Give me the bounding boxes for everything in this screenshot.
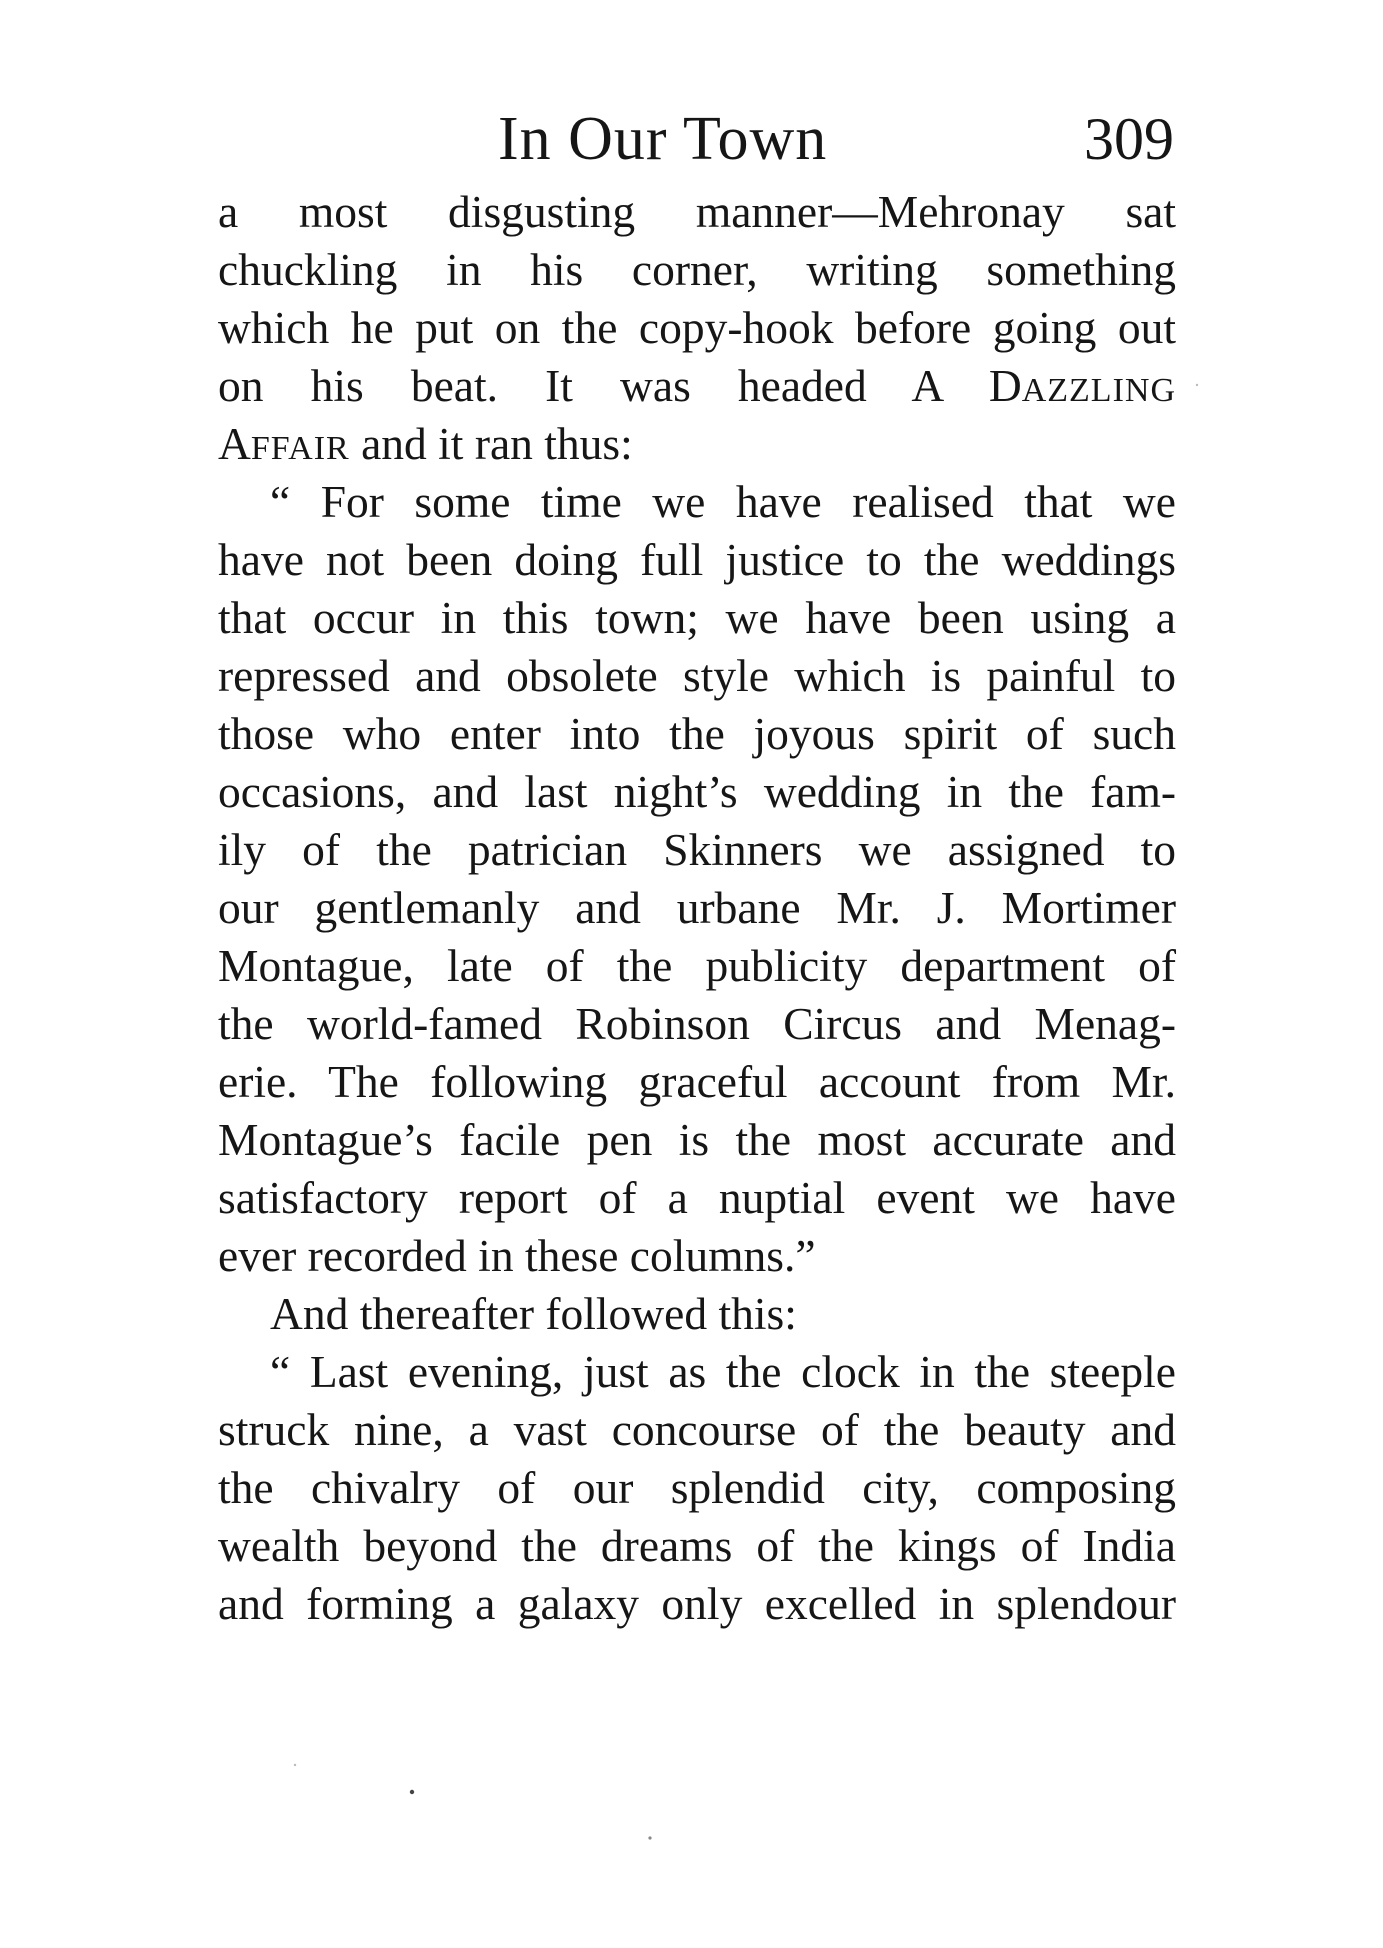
text-line: chuckling in his corner, writing something bbox=[218, 244, 1176, 295]
running-title: In Our Town bbox=[498, 105, 828, 173]
text-line-end: and it ran thus: bbox=[349, 418, 633, 469]
text-line: those who enter into the joyous spirit of such bbox=[218, 708, 1176, 759]
text-line: the chivalry of our splendid city, composing bbox=[218, 1462, 1176, 1513]
text-line: that occur in this town; we have been using a bbox=[218, 592, 1176, 643]
text-line: ever recorded in these columns.” bbox=[218, 1230, 816, 1281]
text-line: our gentlemanly and urbane Mr. J. Mortimer bbox=[218, 882, 1176, 933]
text-line: which he put on the copy-hook before going out bbox=[218, 302, 1176, 353]
headline-dazzling: DAZZLING bbox=[988, 360, 1176, 411]
text-line: erie. The following graceful account from Mr. bbox=[218, 1056, 1176, 1107]
text-line: And thereafter followed this: bbox=[270, 1288, 797, 1339]
text-line: Montague, late of the publicity department of bbox=[218, 940, 1176, 991]
text-line: repressed and obsolete style which is painful to bbox=[218, 650, 1176, 701]
text-line: have not been doing full justice to the weddings bbox=[218, 534, 1176, 585]
body-text bbox=[218, 183, 1176, 1633]
text-line: occasions, and last night’s wedding in the fam- bbox=[218, 766, 1176, 817]
text-line: Montague’s facile pen is the most accurate and bbox=[218, 1114, 1176, 1165]
running-head bbox=[222, 104, 1174, 174]
text-line: struck nine, a vast concourse of the beauty and bbox=[218, 1404, 1176, 1455]
text-line-start: on his beat. It was headed A bbox=[218, 360, 942, 411]
text-line: and forming a galaxy only excelled in splendour bbox=[218, 1578, 1176, 1629]
headline-affair: AFFAIR bbox=[218, 418, 350, 469]
text-line bbox=[218, 357, 1176, 415]
text-line: the world-famed Robinson Circus and Menag- bbox=[218, 998, 1176, 1049]
text-line: satisfactory report of a nuptial event we have bbox=[218, 1172, 1176, 1223]
page-number: 309 bbox=[1084, 106, 1174, 172]
text-line: wealth beyond the dreams of the kings of India bbox=[218, 1520, 1176, 1571]
text-line: “ For some time we have realised that we bbox=[270, 476, 1176, 527]
text-line: “ Last evening, just as the clock in the steeple bbox=[270, 1346, 1176, 1397]
text-line: a most disgusting manner—Mehronay sat bbox=[218, 186, 1176, 237]
text-line: ily of the patrician Skinners we assigned to bbox=[218, 824, 1176, 875]
text-line bbox=[218, 415, 1176, 473]
